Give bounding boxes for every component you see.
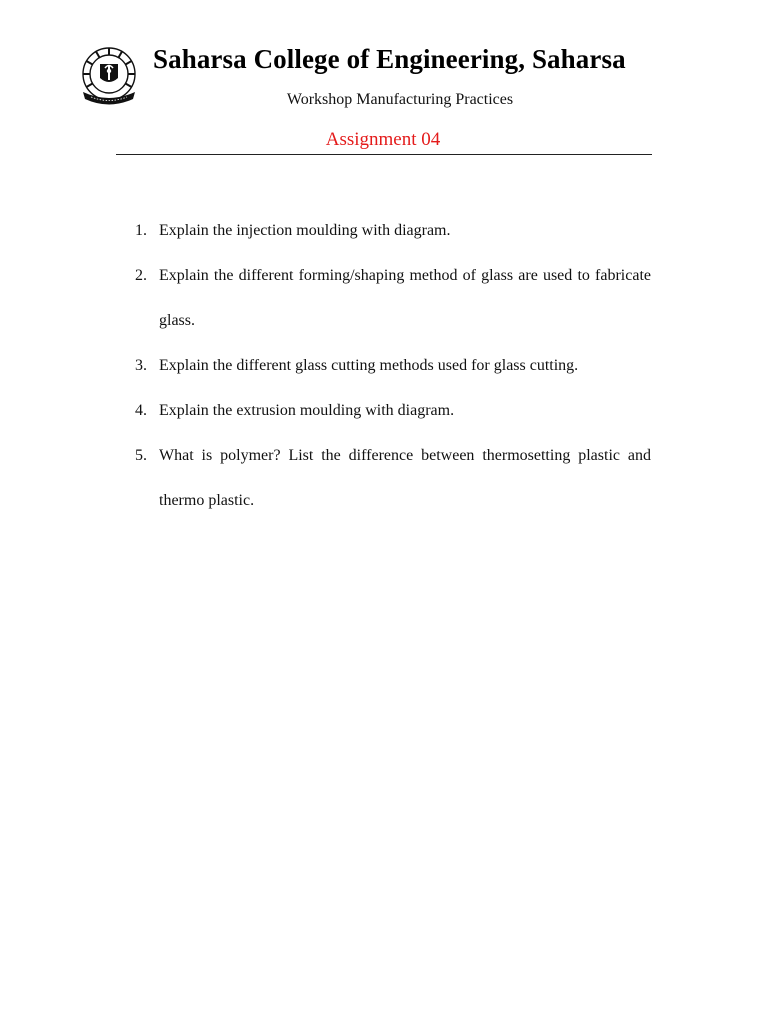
question-number: 1. bbox=[135, 222, 147, 239]
question-text: Explain the different glass cutting methods used for glass cutting. bbox=[159, 357, 579, 374]
question-text: Explain the different forming/shaping method of glass are used to fabricate glass. bbox=[159, 267, 651, 329]
question-list bbox=[135, 208, 651, 523]
header-divider bbox=[116, 154, 652, 155]
question-text: Explain the injection moulding with diagram. bbox=[159, 222, 451, 239]
question-item bbox=[135, 208, 651, 253]
question-text: What is polymer? List the difference between thermosetting plastic and thermo plastic. bbox=[159, 447, 651, 509]
question-number: 4. bbox=[135, 402, 147, 419]
subject-title: Workshop Manufacturing Practices bbox=[286, 91, 514, 108]
question-number: 2. bbox=[135, 267, 147, 284]
question-item bbox=[135, 343, 651, 388]
question-number: 3. bbox=[135, 357, 147, 374]
assignment-title: Assignment 04 bbox=[325, 129, 441, 150]
question-item bbox=[135, 433, 651, 523]
question-text: Explain the extrusion moulding with diagram. bbox=[159, 402, 455, 419]
question-item bbox=[135, 388, 651, 433]
question-number: 5. bbox=[135, 447, 147, 464]
question-item bbox=[135, 253, 651, 343]
college-name: Saharsa College of Engineering, Saharsa bbox=[153, 44, 626, 74]
